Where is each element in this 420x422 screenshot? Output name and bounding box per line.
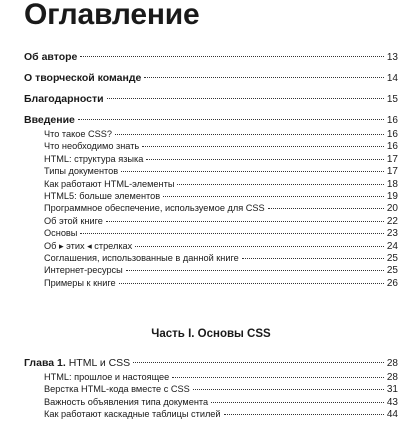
toc-entry-acknowledgements — [24, 92, 398, 107]
toc-subentry — [24, 165, 398, 177]
toc-subentry-label: Как работают каскадные таблицы стилей — [44, 409, 221, 420]
page-title: Оглавление — [24, 0, 200, 31]
toc-subentry-label: Основы — [44, 228, 78, 239]
toc-subentry — [24, 408, 398, 420]
toc-entry-page: 16 — [386, 115, 398, 126]
dot-leader — [133, 362, 384, 363]
dot-leader — [144, 77, 384, 78]
toc-subentry-label: Программное обеспечение, используемое для CSS — [44, 203, 265, 214]
toc-subentry-page: 17 — [386, 166, 398, 178]
dot-leader — [106, 221, 384, 222]
toc-subentry — [24, 128, 398, 140]
toc-entry-about-author — [24, 50, 398, 65]
toc-entry-page: 28 — [386, 358, 398, 369]
dot-leader — [78, 119, 384, 120]
dot-leader — [172, 377, 384, 378]
toc-subentry-page: 31 — [386, 384, 398, 396]
toc-entry-page: 13 — [386, 52, 398, 63]
toc-entry-label: Благодарности — [24, 93, 104, 105]
toc-subentry-page: 20 — [386, 203, 398, 215]
toc-subentry — [24, 240, 398, 252]
toc-subentry-label: Примеры к книге — [44, 277, 116, 288]
toc-subentry-label: Соглашения, использованные в данной книге — [44, 252, 239, 263]
toc-subentry — [24, 215, 398, 227]
toc-subentry-page: 23 — [386, 228, 398, 240]
toc-subentry-page: 28 — [386, 372, 398, 383]
toc-subentry-page: 25 — [386, 252, 398, 264]
toc-subentry-label: Важность объявления типа документа — [44, 396, 209, 407]
toc-subentry-label: Об этой книге — [44, 215, 103, 226]
toc-entry-label: Введение — [24, 114, 75, 126]
toc-subentry-label: Об ▸ этих ◂ стрелках — [44, 240, 133, 251]
toc-subentry-label: Верстка HTML-кода вместе с CSS — [44, 384, 190, 395]
dot-leader — [211, 402, 384, 403]
toc-entry-chapter-1 — [24, 356, 398, 371]
toc-subentry-page: 24 — [386, 240, 398, 252]
toc-subentry — [24, 190, 398, 202]
toc-subentry — [24, 277, 398, 289]
chapter-label — [24, 356, 130, 371]
toc-subentry-label: HTML5: больше элементов — [44, 190, 161, 201]
toc-subentry-label: Интернет-ресурсы — [44, 265, 123, 276]
toc-subentry-page: 43 — [386, 396, 398, 408]
toc-list — [24, 50, 398, 289]
toc-subentry-label: Типы документов — [44, 166, 119, 177]
toc-entry-page: 14 — [386, 73, 398, 84]
toc-subentry-page: 16 — [386, 129, 398, 140]
toc-subentry — [24, 264, 398, 276]
part-heading: Часть I. Основы CSS — [151, 328, 271, 340]
toc-subentry — [24, 383, 398, 395]
dot-leader — [224, 414, 384, 415]
toc-subentry-page: 44 — [386, 409, 398, 421]
toc-subentry-page: 19 — [386, 190, 398, 202]
toc-subentry-page: 16 — [386, 141, 398, 153]
toc-entry-creative-team — [24, 71, 398, 86]
toc-subentry — [24, 178, 398, 190]
dot-leader — [80, 233, 383, 234]
dot-leader — [121, 171, 384, 172]
toc-subentry-page: 26 — [386, 277, 398, 289]
dot-leader — [80, 56, 383, 57]
dot-leader — [193, 389, 384, 390]
dot-leader — [146, 159, 384, 160]
toc-subentry — [24, 153, 398, 165]
toc-subentry — [24, 396, 398, 408]
toc-entry-label: Об авторе — [24, 51, 78, 63]
dot-leader — [126, 270, 384, 271]
dot-leader — [177, 184, 383, 185]
toc-subentry-label: Что такое CSS? — [44, 129, 112, 139]
dot-leader — [119, 283, 384, 284]
chapter-name: HTML и CSS — [68, 357, 131, 369]
dot-leader — [135, 246, 384, 247]
toc-subentry-label: HTML: структура языка — [44, 153, 144, 164]
toc-subentry-page: 25 — [386, 265, 398, 277]
chapter-list — [24, 356, 398, 421]
toc-subentry-page: 18 — [386, 178, 398, 190]
toc-subentry — [24, 202, 398, 214]
toc-subentry-label: Что необходимо знать — [44, 141, 140, 152]
toc-subentry-label: Как работают HTML-элементы — [44, 178, 175, 189]
dot-leader — [115, 134, 384, 135]
toc-subentry-page: 22 — [386, 215, 398, 227]
toc-subentry — [24, 227, 398, 239]
dot-leader — [163, 196, 384, 197]
toc-subentry — [24, 252, 398, 264]
toc-subentry — [24, 140, 398, 152]
dot-leader — [142, 146, 384, 147]
toc-entry-page: 15 — [386, 94, 398, 105]
toc-entry-introduction — [24, 113, 398, 128]
dot-leader — [242, 258, 384, 259]
toc-entry-label: О творческой команде — [24, 72, 142, 84]
dot-leader — [268, 208, 384, 209]
toc-subentry-label: HTML: прошлое и настоящее — [44, 372, 170, 382]
toc-subentry — [24, 371, 398, 383]
chapter-number: Глава 1. — [24, 357, 66, 369]
toc-subentry-page: 17 — [386, 153, 398, 165]
dot-leader — [107, 98, 384, 99]
